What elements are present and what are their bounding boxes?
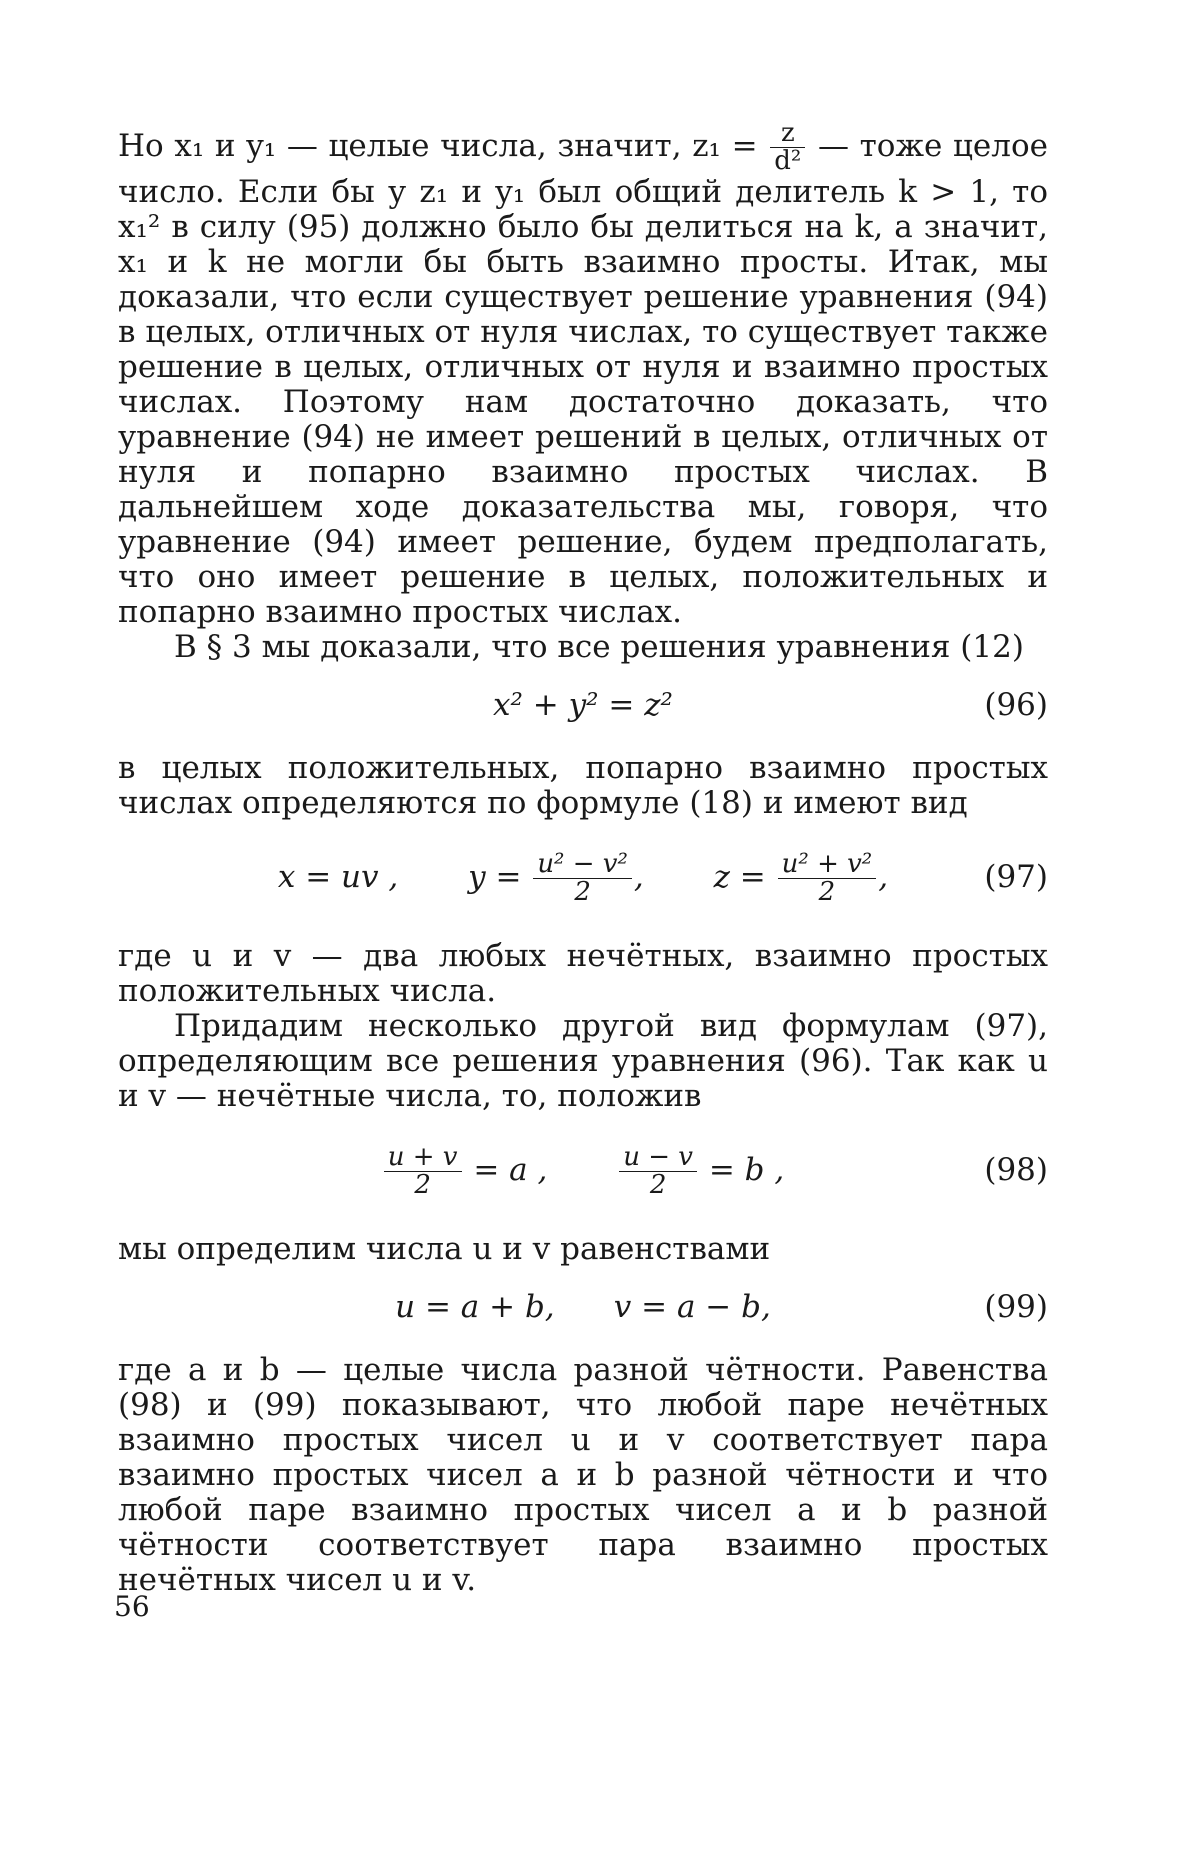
equation-97-body: x = uv , y = u² − v² 2 , z = u² + v² 2 , xyxy=(278,835,888,919)
equation-96 xyxy=(118,679,1048,731)
fraction-numerator: z xyxy=(770,120,805,148)
equation-99-number: (99) xyxy=(984,1281,1048,1333)
equation-99 xyxy=(118,1281,1048,1333)
page-number: 56 xyxy=(114,1590,150,1623)
paragraph-6: мы определим числа u и v равенствами xyxy=(118,1232,1048,1267)
paragraph-1-start: Но x₁ и y₁ — целые числа, значит, z₁ = xyxy=(118,128,768,164)
eq98-b-fraction xyxy=(619,1144,697,1199)
eq97-z-denominator: 2 xyxy=(778,879,877,906)
equation-98-number: (98) xyxy=(984,1128,1048,1212)
eq98-b-denominator: 2 xyxy=(619,1172,697,1199)
paragraph-5: Придадим несколько другой вид формулам (97), определяющим все решения уравнения (96). Так как u и v — нечётные числа, то, положив xyxy=(118,1009,1048,1114)
eq98-a-numerator: u + v xyxy=(384,1144,462,1172)
eq97-z-left: z = xyxy=(714,859,776,895)
eq97-z-numerator: u² + v² xyxy=(778,851,877,879)
equation-98 xyxy=(118,1128,1048,1212)
paragraph-1-rest: — тоже целое число. Если бы у z₁ и y₁ был общий делитель k > 1, то x₁² в силу (95) должно было бы делиться на k, а значит, x₁ и k не могли бы быть взаимно просты. Итак, мы доказали, что если существует решение уравнения (94) в целых, отличных от нуля числах, то существует также решение в целых, отличных от нуля и взаимно простых числах. Поэтому нам достаточно доказать, что уравнение (94) не имеет решений в целых, отличных от нуля и попарно взаимно простых числах. В дальнейшем ходе доказательства мы, говоря, что уравнение (94) имеет решение, будем предполагать, что оно имеет решение в целых, положительных и попарно взаимно простых числах. xyxy=(118,128,1048,630)
eq98-a-right: = a , xyxy=(464,1152,548,1188)
eq97-y-numerator: u² − v² xyxy=(533,851,632,879)
eq98-a-denominator: 2 xyxy=(384,1172,462,1199)
equation-98-body xyxy=(382,1128,784,1212)
paragraph-4: где u и v — два любых нечётных, взаимно простых положительных числа. xyxy=(118,939,1048,1009)
eq98-b-right: = b , xyxy=(699,1152,784,1188)
eq98-b-numerator: u − v xyxy=(619,1144,697,1172)
fraction-denominator: d² xyxy=(770,148,805,175)
equation-97 xyxy=(118,835,1048,919)
eq97-y-left: y = xyxy=(468,859,531,895)
page-body xyxy=(118,120,1048,1598)
eq98-a-fraction xyxy=(384,1144,462,1199)
equation-99-body: u = a + b, v = a − b, xyxy=(395,1281,771,1333)
equation-97-number: (97) xyxy=(984,835,1048,919)
eq97-y-denominator: 2 xyxy=(533,879,632,906)
equation-96-body: x² + y² = z² xyxy=(493,679,673,731)
paragraph-2: В § 3 мы доказали, что все решения уравнения (12) xyxy=(118,630,1048,665)
eq97-y-fraction xyxy=(533,851,632,906)
paragraph-1 xyxy=(118,120,1048,630)
equation-96-number: (96) xyxy=(984,679,1048,731)
fraction-z-over-d2 xyxy=(770,120,805,175)
eq97-z-fraction xyxy=(778,851,877,906)
eq97-x: x = uv , xyxy=(278,859,398,895)
paragraph-7: где a и b — целые числа разной чётности. Равенства (98) и (99) показывают, что любой паре нечётных взаимно простых чисел u и v соответствует пара взаимно простых чисел a и b разной чётности и что любой паре взаимно простых чисел a и b разной чётности соответствует пара взаимно простых нечётных чисел u и v. xyxy=(118,1353,1048,1598)
paragraph-3: в целых положительных, попарно взаимно простых числах определяются по формуле (18) и имеют вид xyxy=(118,751,1048,821)
